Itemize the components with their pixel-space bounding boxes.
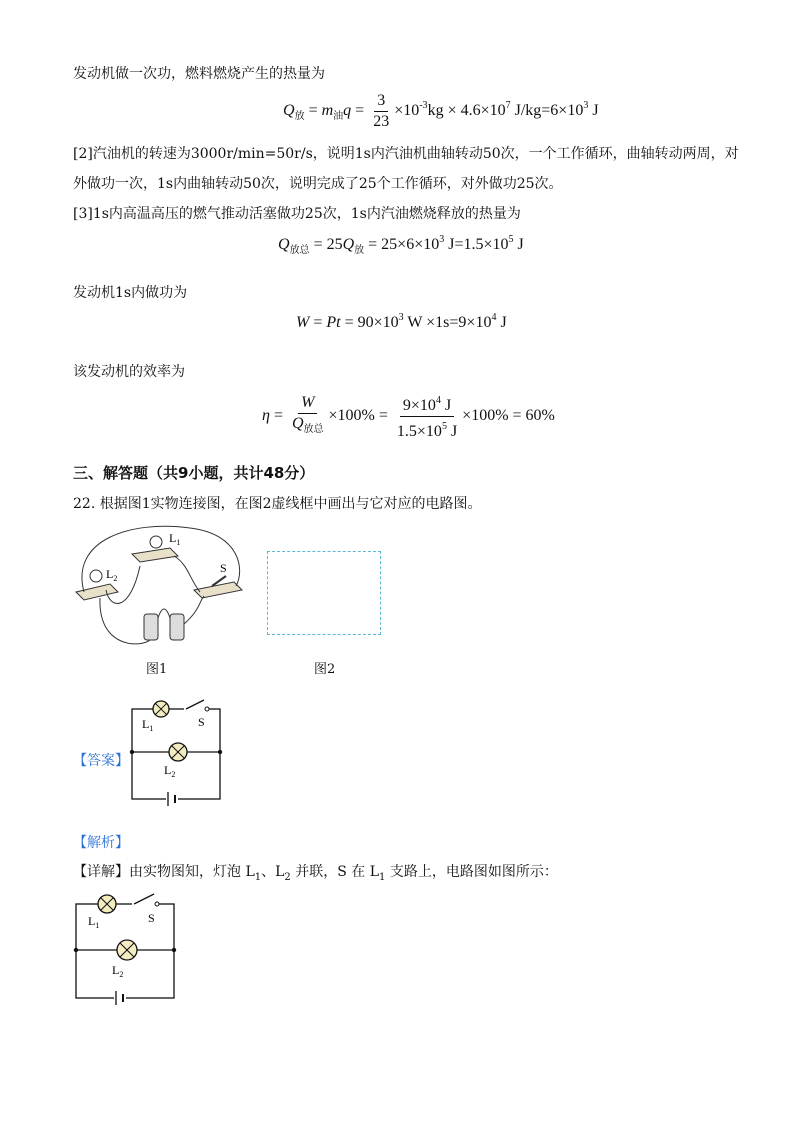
answer-tag: 【答案】 [73,753,129,769]
eq2-Q2: Q [342,236,355,253]
fig1-label-l1: $L_1$ [169,531,181,547]
eq4-den2-b: J [446,423,458,440]
equation-total-heat [278,234,524,256]
eq3-rest-a: = 90×10 [340,314,399,331]
bulb-l1-icon [150,536,162,548]
fig1-label-l2: $L_2$ [106,567,118,583]
eq2-exp-b: 5 [508,234,514,245]
eq4-num2-a: 9×10 [402,397,436,414]
eq3-W: W [296,314,310,331]
detail-text-b: 、L [261,864,285,880]
detail-tag: 【详解】 [73,864,129,880]
eq1-equals-2: = [351,102,369,120]
wire-battery-link [158,609,170,618]
eq4-fraction-1 [289,394,327,439]
answer-junction-left [130,750,134,754]
eq2-mid: = 25 [309,236,343,253]
battery-1 [144,614,158,640]
text-line-1: 发动机做一次功，燃料燃烧产生的热量为 [73,66,325,82]
eq4-num2-exp: 4 [435,395,441,406]
eq1-num: 3 [374,92,388,112]
detail-sub-1: 1 [254,872,262,883]
eq1-rest-c: J/kg=6×10 [510,102,584,120]
eq1-exp-c: 3 [583,100,589,112]
eq1-sub: 放 [294,111,305,123]
eq4-den-sub: 放总 [303,424,324,435]
battery-2 [170,614,184,640]
eq1-fraction [370,92,392,131]
analysis-tag: 【解析】 [73,835,129,851]
question-22: 22. 根据图1实物连接图，在图2虚线框中画出与它对应的电路图。 [73,496,482,512]
eq3-exp-b: 4 [491,312,497,323]
bulb-l2-icon [90,570,102,582]
eq4-mid: ×100% = [328,407,392,425]
eq4-num2 [400,392,454,417]
wire-l1-switch [174,556,200,592]
answer-junction-right [218,750,222,754]
eq4-den [289,414,327,439]
text-line-2: [2]汽油机的转速为3000r/min=50r/s，说明1s内汽油机曲轴转动50次，一个工作循环，曲轴转动两周，对 [73,146,739,162]
equation-heat-one-cycle [283,92,599,131]
eq2-rest-c: J [513,236,524,253]
answer-label-l1: $L_1$ [142,717,154,733]
detail-line [73,862,558,888]
text-line-3: 外做功一次，1s内曲轴转动50次，说明完成了25个工作循环，对外做功25次。 [73,176,563,192]
eq3-Pt: Pt [326,314,341,331]
eq1-den: 23 [373,113,390,130]
text-line-6: 该发动机的效率为 [73,364,185,380]
caption-figure-1: 图1 [146,662,168,677]
section-heading: 三、解答题（共9小题，共计48分） [73,464,315,482]
eq1-m: m [321,102,334,120]
detail-switch-gap [132,901,158,907]
eq1-rest-a: ×10 [394,102,420,120]
detail-label-l2: $L_2$ [112,963,124,979]
figure-1-physical-circuit [70,520,250,650]
eq2-sub-2: 放 [354,245,365,256]
eq1-equals: = [304,102,322,120]
eq1-q: q [343,102,352,120]
eq4-eta: η [262,407,270,425]
equation-efficiency [262,392,555,441]
text-line-5: 发动机1s内做功为 [73,285,188,301]
detail-circuit-diagram [72,888,180,1006]
equation-work [296,312,507,332]
figure-2-dashed-box [267,551,381,635]
eq2-Q: Q [278,236,290,253]
eq4-den-Q: Q [291,415,304,432]
eq4-den2 [394,417,460,441]
eq1-sub-you: 油 [333,111,344,123]
eq2-rest-b: J=1.5×10 [444,236,509,253]
eq3-exp-a: 3 [398,312,404,323]
eq2-exp-a: 3 [439,234,445,245]
eq1-exp-a: -3 [419,100,428,112]
eq2-sub: 放总 [289,245,310,256]
eq2-rest-a: = 25×6×10 [364,236,440,253]
eq1-rest-d: J [588,102,599,120]
answer-label-s: S [198,715,205,729]
answer-switch-contact [205,707,209,711]
answer-label-l2: $L_2$ [164,763,176,779]
answer-switch-gap [184,706,208,712]
board-switch [194,582,242,598]
wire-l2-battery [100,598,150,644]
eq4-den2-a: 1.5×10 [396,423,442,440]
answer-circuit-diagram [128,694,228,806]
detail-junction-right [172,948,176,952]
eq4-fraction-2 [394,392,460,441]
detail-text-a: 由实物图知，灯泡 L [129,864,255,880]
eq3-rest-c: J [496,314,507,331]
eq4-eq: = [269,407,287,425]
wire-battery-switch [184,596,204,624]
text-line-4: [3]1s内高温高压的燃气推动活塞做功25次，1s内汽油燃烧释放的热量为 [73,206,521,222]
eq4-den2-exp: 5 [441,421,447,432]
eq4-num2-b: J [440,397,452,414]
eq3-mid: = [309,314,327,331]
eq4-tail: ×100% = 60% [462,407,555,425]
caption-figure-2: 图2 [314,662,336,677]
detail-label-s: S [148,911,155,925]
eq1-exp-b: 7 [505,100,511,112]
detail-label-l1: $L_1$ [88,914,100,930]
board-l1 [132,548,178,562]
eq4-num: W [298,394,317,414]
eq1-rest-b: kg × 4.6×10 [427,102,506,120]
detail-switch-contact [155,902,159,906]
detail-junction-left [74,948,78,952]
eq3-rest-b: W ×1s=9×10 [403,314,492,331]
eq1-Q: Q [283,102,295,120]
detail-sub-2: 2 [284,872,291,883]
detail-text-c: 并联，S 在 L [290,864,380,880]
detail-sub-3: 1 [379,872,386,883]
fig1-label-s: S [220,561,227,575]
detail-text-d: 支路上，电路图如图所示： [385,864,558,880]
